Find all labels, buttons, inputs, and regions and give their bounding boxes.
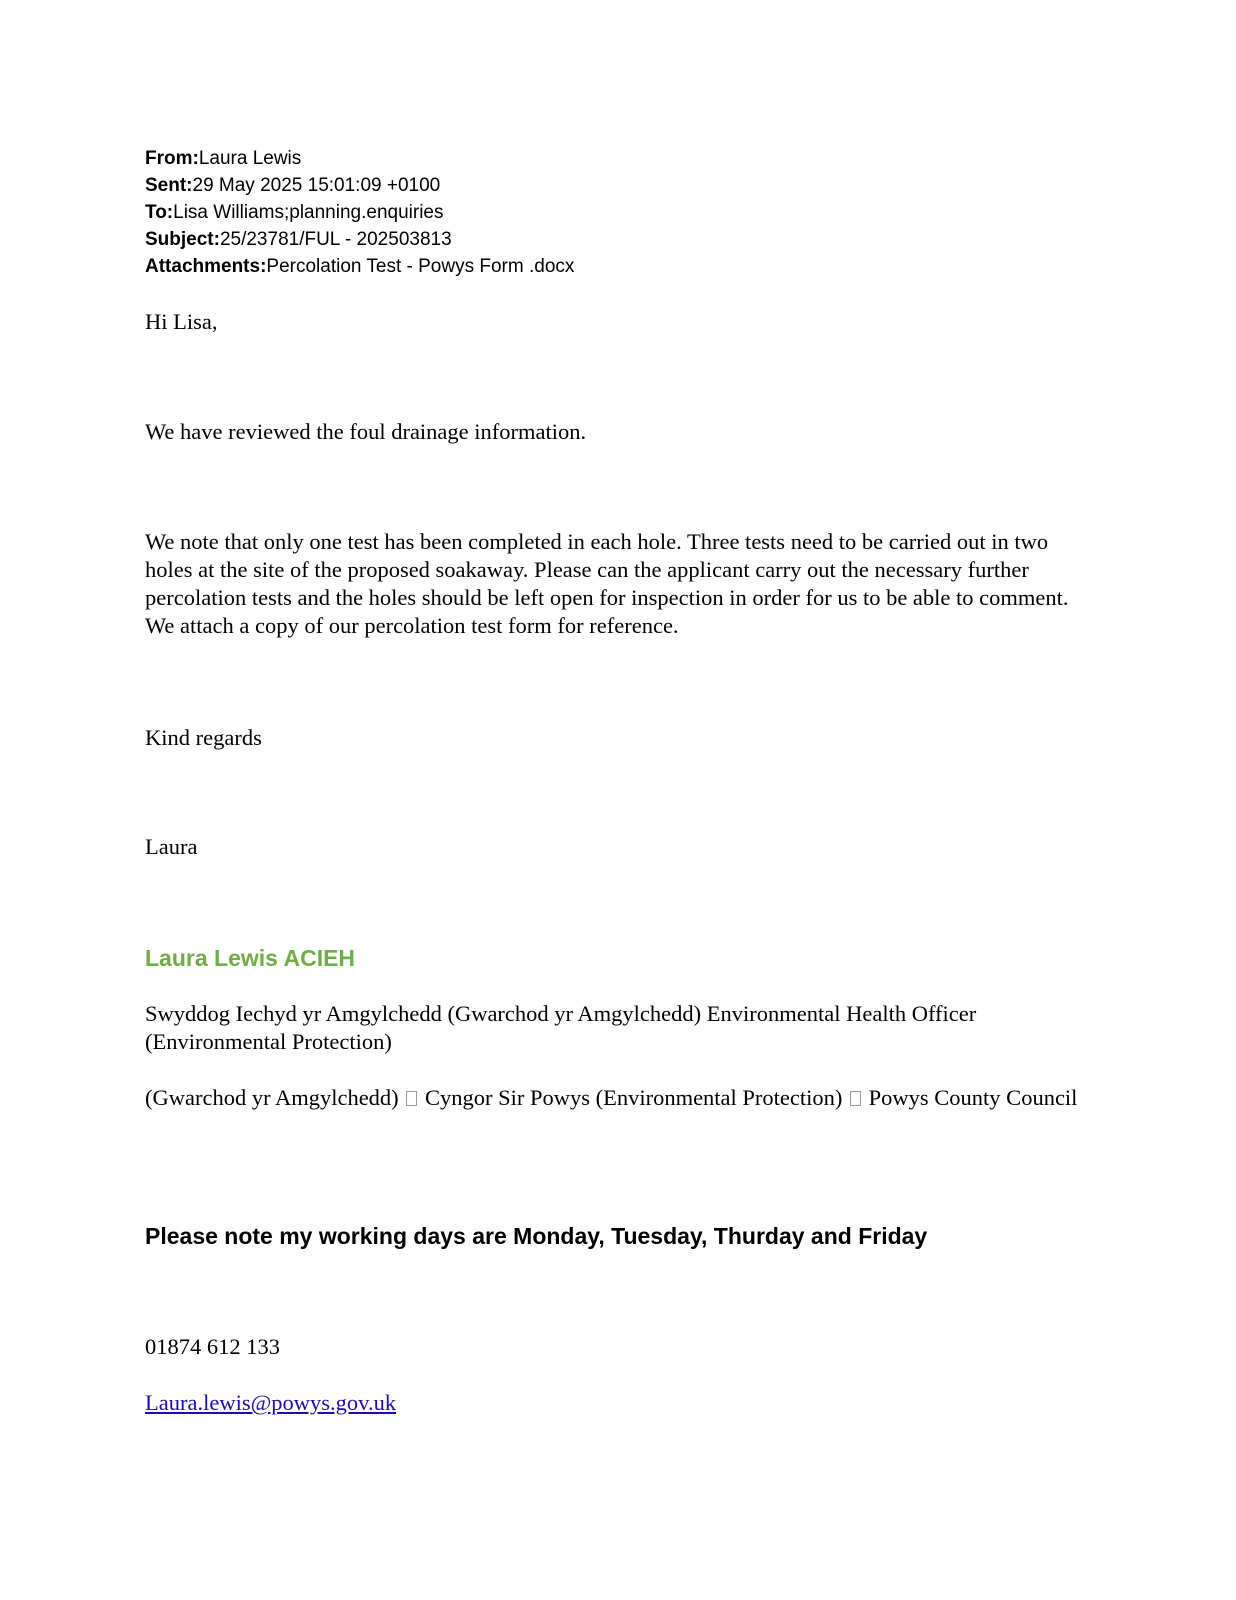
signature-role: Swyddog Iechyd yr Amgylchedd (Gwarchod yr Amgylchedd) Environmental Health Officer (Environmental Protection) bbox=[145, 1001, 977, 1054]
note-paragraph: We note that only one test has been completed in each hole. Three tests need to be carried out in two holes at the site of the proposed soakaway. Please can the applicant carry out the necessary further percolation tests and the holes should be left open for inspection in order for us to be able to comment. We attach a copy of our percolation test form for reference. bbox=[145, 529, 1069, 638]
working-days-note: Please note my working days are Monday, Tuesday, Thurday and Friday bbox=[145, 1223, 928, 1249]
to-label: To: bbox=[145, 202, 174, 223]
greeting: Hi Lisa, bbox=[145, 309, 218, 334]
signature-council bbox=[145, 1084, 1090, 1112]
to-line bbox=[145, 199, 574, 226]
separator-box-icon bbox=[850, 1091, 861, 1106]
attachments-value[interactable]: Percolation Test - Powys Form .docx bbox=[266, 256, 575, 277]
subject-line bbox=[145, 226, 574, 253]
attachments-label: Attachments: bbox=[145, 256, 267, 277]
from-value: Laura Lewis bbox=[198, 148, 302, 169]
sender-first-name: Laura bbox=[145, 834, 198, 859]
council-part-1: (Gwarchod yr Amgylchedd) bbox=[145, 1085, 399, 1110]
email-header bbox=[145, 145, 574, 280]
sent-value: 29 May 2025 15:01:09 +0100 bbox=[192, 175, 441, 196]
separator-box-icon bbox=[406, 1091, 417, 1106]
phone-number: 01874 612 133 bbox=[145, 1334, 280, 1359]
subject-label: Subject: bbox=[145, 229, 220, 250]
subject-value: 25/23781/FUL - 202503813 bbox=[219, 229, 452, 250]
attachments-line bbox=[145, 253, 574, 280]
to-value: Lisa Williams;planning.enquiries bbox=[173, 202, 444, 223]
reviewed-paragraph: We have reviewed the foul drainage information. bbox=[145, 419, 587, 444]
sent-label: Sent: bbox=[145, 175, 193, 196]
signature-name: Laura Lewis ACIEH bbox=[145, 945, 356, 971]
from-line bbox=[145, 145, 574, 172]
regards: Kind regards bbox=[145, 725, 262, 750]
council-part-2: Cyngor Sir Powys (Environmental Protection) bbox=[424, 1085, 843, 1110]
from-label: From: bbox=[145, 148, 199, 169]
sent-line bbox=[145, 172, 574, 199]
email-link[interactable]: Laura.lewis@powys.gov.uk bbox=[145, 1390, 397, 1415]
council-part-3: Powys County Council bbox=[868, 1085, 1078, 1110]
